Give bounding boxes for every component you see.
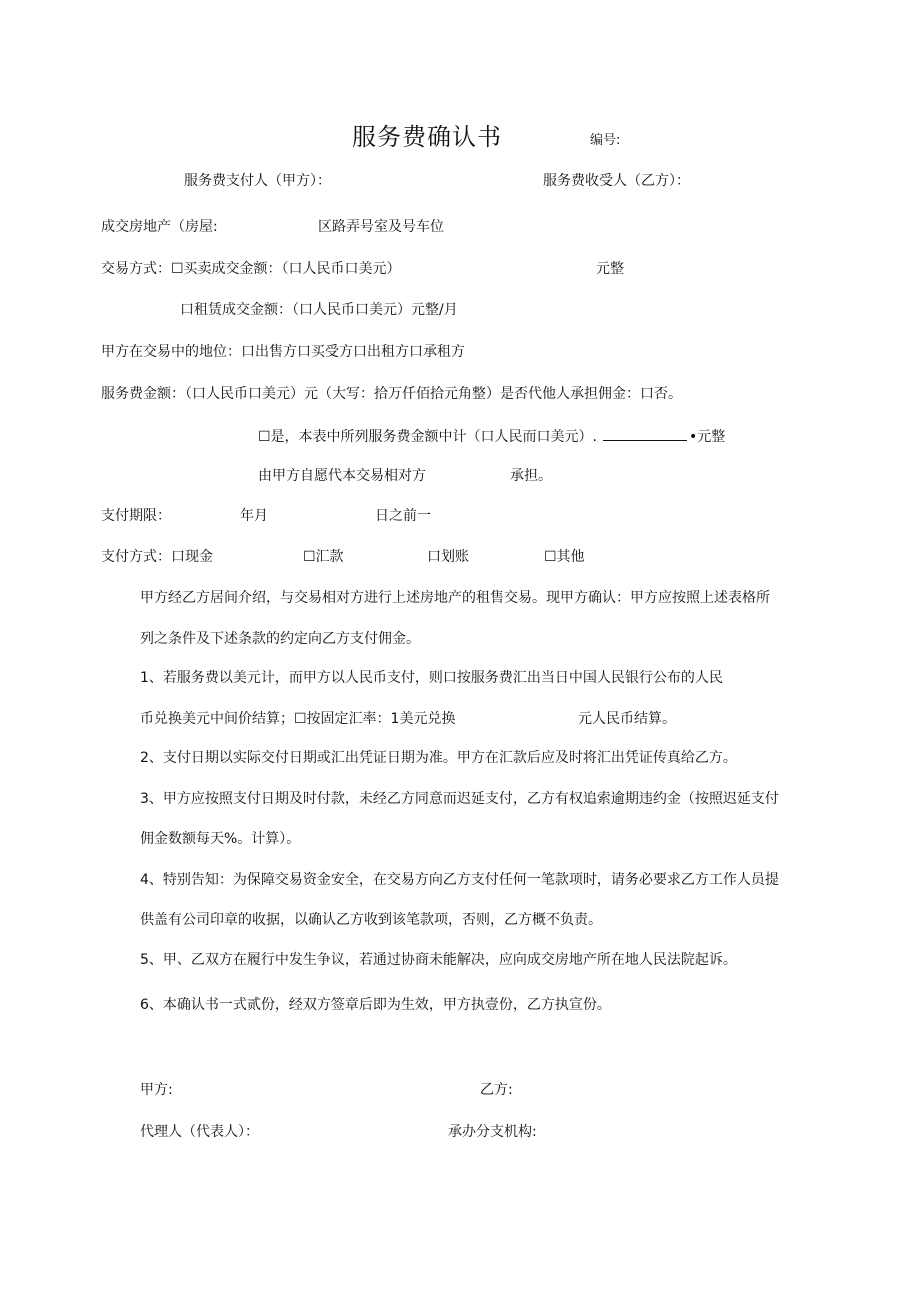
clause-3-line-1: 3、甲方应按照支付日期及时付款，未经乙方同意而迟延支付，乙方有权追索逾期违约金（按照迟延支付: [140, 791, 779, 807]
branch-label: 承办分支机构:: [448, 1124, 537, 1140]
payment-method-transfer: 口划账: [427, 549, 469, 565]
property-label: 成交房地产（房屋:: [101, 219, 218, 235]
trade-method-lease: 口租赁成交金额：（口人民币口美元）元整/月: [180, 302, 458, 318]
clause-5: 5、甲、乙双方在履行中发生争议，若通过协商未能解决，应向成交房地产所在地人民法院起诉。: [140, 952, 737, 968]
trade-method-sale: 交易方式：☐买卖成交金额：（口人民币口美元）: [101, 261, 401, 277]
bear-text: 由甲方自愿代本交易相对方: [258, 468, 426, 484]
clause-4-line-1: 4、特别告知：为保障交易资金安全，在交易方向乙方支付任何一笔款项时，请务必要求乙方工作人员提: [140, 872, 779, 888]
payment-deadline-year-month: 年月: [240, 508, 268, 524]
intro-paragraph-line-2: 列之条件及下述条款的约定向乙方支付佣金。: [140, 631, 420, 647]
payer-label: 服务费支付人（甲方）：: [184, 173, 331, 189]
fee-included-text: ☐是，本表中所列服务费金额中计（口人民而口美元）.: [258, 429, 597, 445]
page-title: 服务费确认书: [352, 123, 502, 151]
intro-paragraph-line-1: 甲方经乙方居间介绍，与交易相对方进行上述房地产的租售交易。现甲方确认：甲方应按照上述表格所: [140, 590, 770, 606]
payment-deadline-label: 支付期限：: [101, 508, 171, 524]
clause-2: 2、支付日期以实际交付日期或汇出凭证日期为准。甲方在汇款后应及时将汇出凭证传真给乙方。: [140, 750, 737, 766]
clause-1-line-2: 币兑换美元中间价结算；☐按固定汇率：1美元兑换: [140, 711, 456, 727]
payment-method-other: ☐其他: [544, 549, 585, 565]
payment-deadline-day: 日之前一: [375, 508, 431, 524]
bear-text-end: 承担。: [510, 468, 552, 484]
clause-4-line-2: 供盖有公司印章的收据，以确认乙方收到该笔款项，否则，乙方概不负责。: [140, 912, 602, 928]
clause-6: 6、本确认书一式贰份，经双方签章后即为生效，甲方执壹份，乙方执宣份。: [140, 997, 611, 1013]
fee-included-line: [258, 426, 725, 446]
payee-label: 服务费收受人（乙方）：: [543, 173, 690, 189]
clause-1-line-1: 1、若服务费以美元计，而甲方以人民币支付，则口按服务费汇出当日中国人民银行公布的人民: [140, 670, 723, 686]
agent-label: 代理人（代表人）：: [140, 1124, 259, 1140]
fee-amount-blank: [603, 426, 687, 441]
property-address-fields: 区路弄号室及号车位: [318, 219, 444, 235]
party-b-signature-label: 乙方:: [480, 1082, 513, 1098]
clause-1-line-2-end: 元人民币结算。: [578, 711, 676, 727]
service-fee-amount: 服务费金额：（口人民币口美元）元（大写：拾万仟佰拾元角整）是否代他人承担佣金：口否。: [101, 386, 682, 402]
party-a-position: 甲方在交易中的地位：口出售方口买受方口出租方口承租方: [101, 344, 465, 360]
fee-included-unit: •元整: [689, 429, 726, 445]
payment-method-cash: 支付方式：口现金: [101, 549, 213, 565]
party-a-signature-label: 甲方:: [140, 1082, 173, 1098]
payment-method-remit: ☐汇款: [303, 549, 344, 565]
sale-amount-unit: 元整: [596, 261, 624, 277]
serial-number-label: 编号:: [590, 133, 621, 148]
clause-3-line-2: 佣金数额每天%。计算）。: [140, 831, 301, 847]
